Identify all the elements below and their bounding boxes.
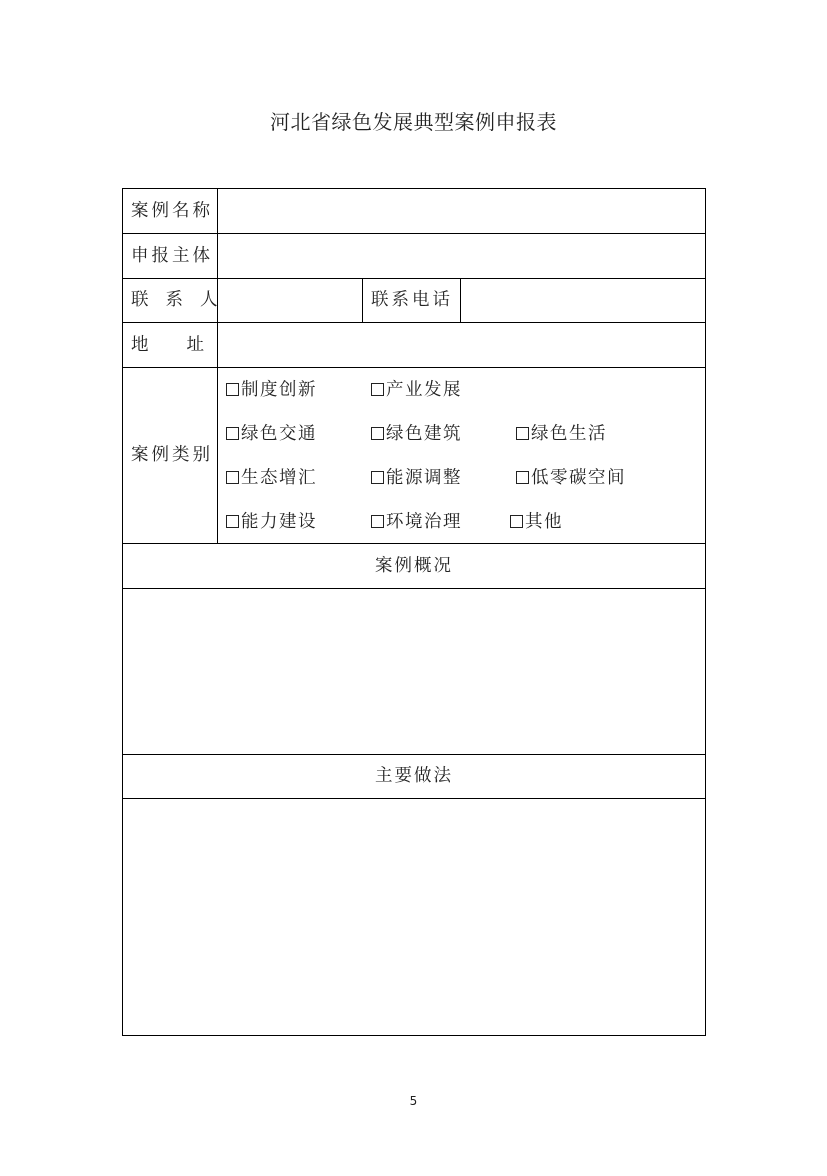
address-label: 地址 <box>131 335 242 355</box>
category-option-institutional-innovation[interactable]: 制度创新 <box>226 379 317 401</box>
category-option-environmental-governance[interactable]: 环境治理 <box>371 511 462 533</box>
table-border-bottom <box>122 1035 706 1036</box>
checkbox[interactable] <box>371 471 384 484</box>
applicant-label: 申报主体 <box>131 246 213 266</box>
row-divider <box>122 367 706 368</box>
row-divider <box>122 588 706 589</box>
checkbox[interactable] <box>226 515 239 528</box>
contact-person-field[interactable] <box>219 280 361 321</box>
row-divider <box>122 278 706 279</box>
category-option-capacity-building[interactable]: 能力建设 <box>226 511 317 533</box>
checkbox[interactable] <box>371 515 384 528</box>
row-divider <box>122 322 706 323</box>
category-option-green-building[interactable]: 绿色建筑 <box>371 423 462 445</box>
checkbox[interactable] <box>371 427 384 440</box>
overview-header: 案例概况 <box>375 556 453 576</box>
category-option-low-zero-carbon-space[interactable]: 低零碳空间 <box>516 467 626 489</box>
checkbox[interactable] <box>226 383 239 396</box>
row-divider <box>122 543 706 544</box>
category-option-ecological-carbon-sink[interactable]: 生态增汇 <box>226 467 317 489</box>
checkbox[interactable] <box>226 471 239 484</box>
row-divider <box>122 798 706 799</box>
table-border-top <box>122 188 706 189</box>
category-option-green-transport[interactable]: 绿色交通 <box>226 423 317 445</box>
table-border-left <box>122 188 123 1036</box>
category-option-industry-development[interactable]: 产业发展 <box>371 379 462 401</box>
row-divider <box>122 233 706 234</box>
category-option-green-living[interactable]: 绿色生活 <box>516 423 607 445</box>
checkbox[interactable] <box>516 471 529 484</box>
column-divider <box>460 278 461 323</box>
applicant-field[interactable] <box>219 235 703 277</box>
case-name-label: 案例名称 <box>131 201 213 221</box>
column-divider <box>362 278 363 323</box>
checkbox[interactable] <box>371 383 384 396</box>
page-number: 5 <box>409 1094 418 1108</box>
row-divider <box>122 754 706 755</box>
contact-phone-label: 联系电话 <box>371 290 453 310</box>
form-title: 河北省绿色发展典型案例申报表 <box>270 110 557 134</box>
category-option-energy-adjustment[interactable]: 能源调整 <box>371 467 462 489</box>
application-form <box>122 188 706 1036</box>
checkbox[interactable] <box>226 427 239 440</box>
contact-person-label: 联系人 <box>131 290 235 310</box>
checkbox[interactable] <box>510 515 523 528</box>
case-name-field[interactable] <box>219 190 703 232</box>
contact-phone-field[interactable] <box>462 280 703 321</box>
category-label: 案例类别 <box>131 445 213 465</box>
practices-header: 主要做法 <box>375 766 453 786</box>
address-field[interactable] <box>219 324 703 366</box>
category-option-other[interactable]: 其他 <box>510 511 563 533</box>
practices-textarea[interactable] <box>124 800 704 1034</box>
label-column-divider <box>217 188 218 544</box>
overview-textarea[interactable] <box>124 590 704 753</box>
checkbox[interactable] <box>516 427 529 440</box>
table-border-right <box>705 188 706 1036</box>
